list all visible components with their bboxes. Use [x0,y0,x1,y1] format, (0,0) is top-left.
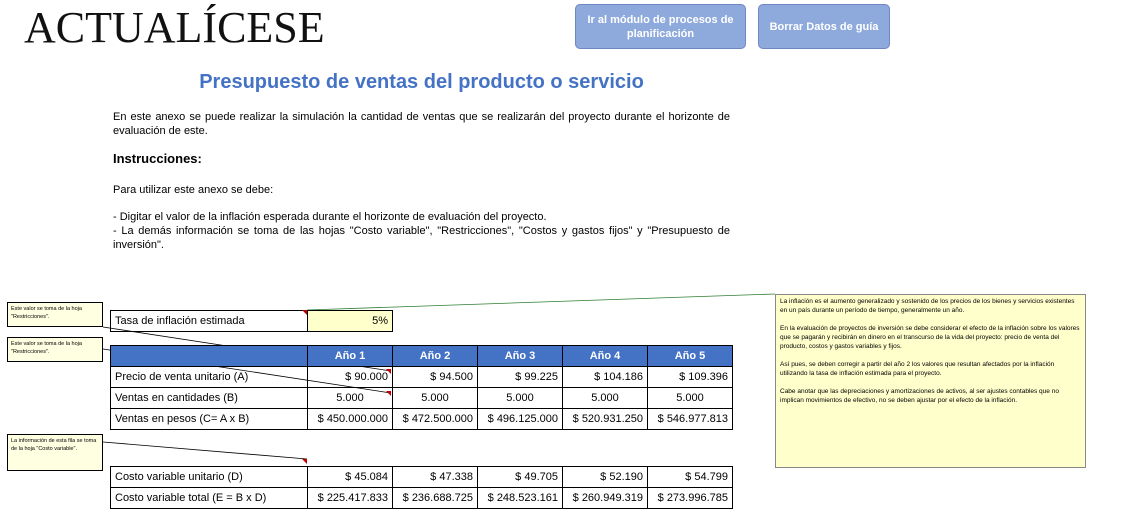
table-cell: $ 260.949.319 [563,488,648,509]
comment-note-price: Este valor se toma de la hoja "Restricciones". [7,302,103,327]
note-paragraph: La inflación es el aumento generalizado y sostenido de los precios de los bienes y servicios existentes en un país durante un período de tiempo, generalmente un año. [780,298,1075,314]
clear-guide-data-button[interactable]: Borrar Datos de guía [758,4,890,49]
table-cell: $ 273.996.785 [648,488,733,509]
row-label: Ventas en cantidades (B) [111,388,308,409]
column-header: Año 4 [563,346,648,367]
inflation-rate-label: Tasa de inflación estimada [111,311,308,332]
table-cell: $ 99.225 [478,367,563,388]
table-cell: $ 225.417.833 [308,488,393,509]
table-cell: $ 496.125.000 [478,409,563,430]
row-label: Precio de venta unitario (A) [111,367,308,388]
table-cell: $ 90.000 [308,367,393,388]
table-header-empty [111,346,308,367]
table-row [111,467,733,488]
comment-indicator [386,391,391,396]
intro-text: En este anexo se puede realizar la simulación la cantidad de ventas que se realizarán del proyecto durante el horizonte de evaluación de este. [113,111,730,137]
spacer-cell [648,430,733,467]
table-cell: $ 47.338 [393,467,478,488]
table-row [111,409,733,430]
inflation-rate-table [110,310,393,332]
page-title: Presupuesto de ventas del producto o servicio [199,71,644,93]
instruction-item-sources: - La demás información se toma de las hojas "Costo variable", "Restricciones", "Costos y gastos fijos" y "Presupuesto de inversión". [113,225,730,251]
row-label: Ventas en pesos (C= A x B) [111,409,308,430]
table-cell: $ 236.688.725 [393,488,478,509]
table-cell: $ 109.396 [648,367,733,388]
actualicese-logo: ACTUALÍCESE [24,3,325,52]
row-label: Costo variable total (E = B x D) [111,488,308,509]
table-cell: $ 54.799 [648,467,733,488]
spacer-cell [563,430,648,467]
table-cell: 5.000 [648,388,733,409]
note-paragraph: En la evaluación de proyectos de inversión se debe considerar el efecto de la inflación sobre los valores que se pagarán y recibirán en dinero en el transcurso de la vida del proyecto: precio de venta del producto, costos y gastos variables y fijos. [780,325,1080,350]
table-spacer-row [111,430,733,467]
comment-indicator [302,459,307,464]
table-cell: $ 546.977.813 [648,409,733,430]
note-paragraph: Así pues, se deben corregir a partir del año 2 los valores que resultan afectados por la inflación utilizando la tasa de inflación estimada para el proyecto. [780,361,1055,377]
table-cell: $ 52.190 [563,467,648,488]
column-header: Año 5 [648,346,733,367]
column-header: Año 3 [478,346,563,367]
table-cell: 5.000 [563,388,648,409]
table-cell: $ 450.000.000 [308,409,393,430]
table-cell: 5.000 [393,388,478,409]
comment-note-variable-cost: La información de esta fila se toma de la hoja "Costo variable". [7,434,103,471]
table-cell: $ 104.186 [563,367,648,388]
table-cell: 5.000 [308,388,393,409]
table-cell: $ 248.523.161 [478,488,563,509]
go-to-planning-module-button[interactable]: Ir al módulo de procesos de planificación [575,4,746,49]
table-header-row [111,346,733,367]
comment-indicator [302,310,307,315]
comment-note-quantity: Este valor se toma de la hoja "Restricciones". [7,337,103,362]
table-cell: $ 94.500 [393,367,478,388]
table-cell: $ 49.705 [478,467,563,488]
column-header: Año 1 [308,346,393,367]
column-header: Año 2 [393,346,478,367]
inflation-rate-input[interactable]: 5% [308,311,393,332]
table-row [111,367,733,388]
note-paragraph: Cabe anotar que las depreciaciones y amortizaciones de activos, al ser ajustes contables que no implican movimientos de efectivo, no se deben ajustar por el efecto de la inflación. [780,388,1059,404]
table-cell: 5.000 [478,388,563,409]
spacer-cell [308,430,393,467]
spacer-cell [478,430,563,467]
instructions-lead: Para utilizar este anexo se debe: [113,184,274,196]
inflation-explanation-note [775,294,1086,468]
table-row [111,388,733,409]
table-row [111,488,733,509]
row-label: Costo variable unitario (D) [111,467,308,488]
table-cell: $ 520.931.250 [563,409,648,430]
instruction-item-inflation: - Digitar el valor de la inflación esperada durante el horizonte de evaluación del proyecto. [113,211,547,223]
sales-budget-table [110,345,733,509]
instructions-heading: Instrucciones: [113,151,202,166]
spacer-cell [393,430,478,467]
table-cell: $ 472.500.000 [393,409,478,430]
spacer-cell [111,430,308,467]
comment-indicator [386,369,391,374]
table-cell: $ 45.084 [308,467,393,488]
